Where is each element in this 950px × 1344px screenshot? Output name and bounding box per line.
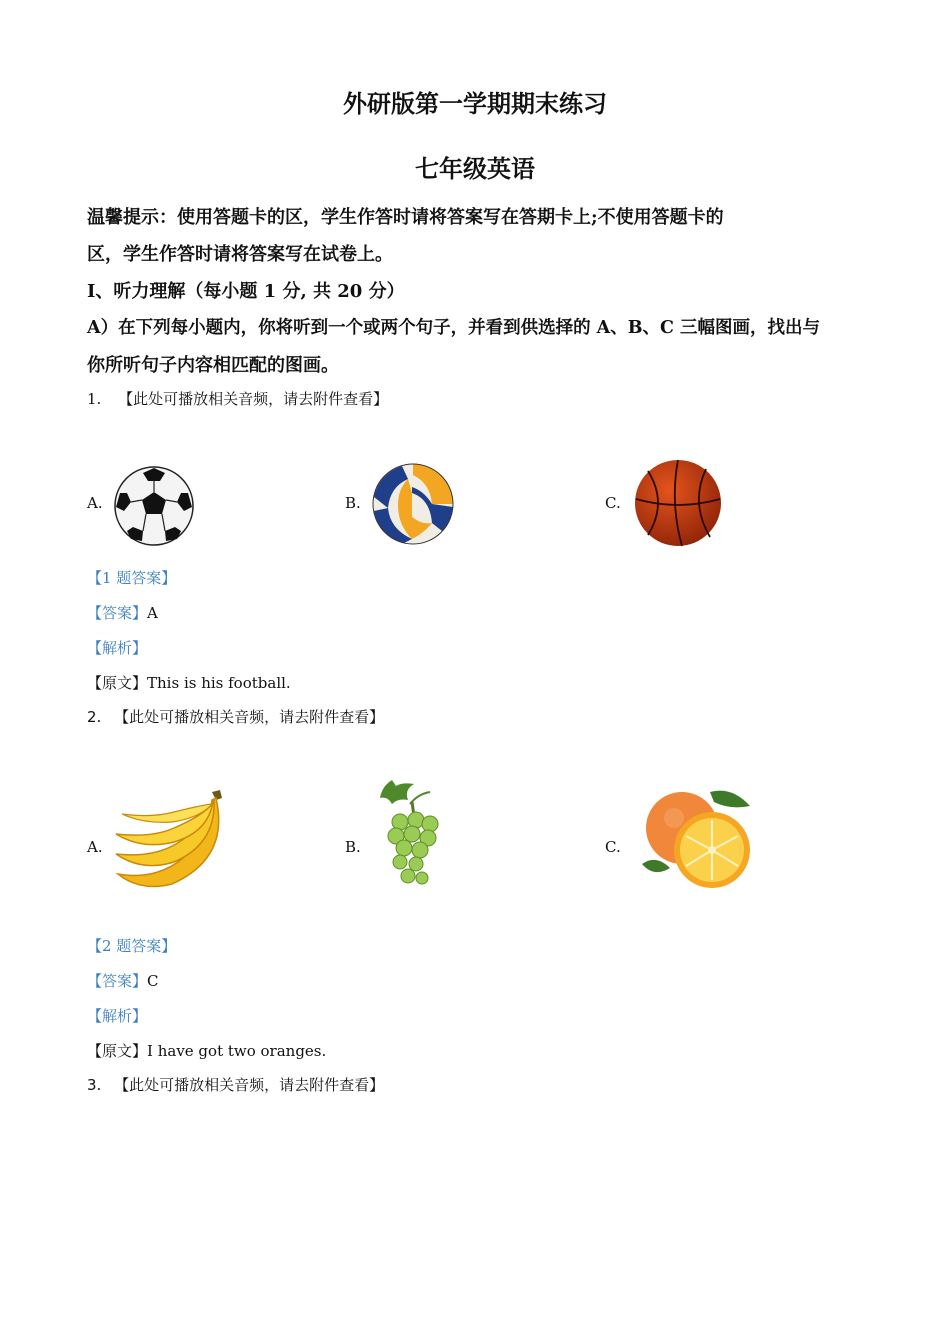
analysis-2-tag: 【解析】	[87, 1007, 148, 1025]
analysis-1-tag: 【解析】	[87, 639, 148, 657]
original-1-row	[87, 672, 291, 693]
question-3-header	[87, 1074, 384, 1095]
orange-icon	[640, 784, 752, 894]
soccer-ball-icon	[113, 465, 195, 547]
original-tag: 【原文】	[87, 1042, 148, 1060]
audio-note[interactable]: 【此处可播放相关音频，请去附件查看】	[118, 390, 389, 408]
question-number: 2.	[87, 708, 102, 726]
original-2-row	[87, 1040, 326, 1061]
option-label-a: A.	[87, 494, 103, 512]
question-number: 1.	[87, 390, 102, 408]
question-number: 3.	[87, 1076, 102, 1094]
original-text: I have got two oranges.	[147, 1042, 327, 1060]
page-subtitle: 七年级英语	[415, 154, 535, 183]
basketball-icon	[634, 459, 722, 547]
notice-line-1: 温馨提示：使用答题卡的区，学生作答时请将答案写在答期卡上;不使用答题卡的	[87, 207, 724, 228]
answer-value: A	[147, 604, 158, 622]
answer-tag: 【答案】	[87, 604, 148, 622]
option-label-c: C.	[605, 494, 621, 512]
answer-1-row	[87, 602, 158, 623]
question-2-header	[87, 706, 384, 727]
original-text: This is his football.	[147, 674, 291, 692]
section-instruction-1: A）在下列每小题内，你将听到一个或两个句子，并看到供选择的 A、B、C 三幅图画，找出与	[87, 318, 821, 338]
option-label-b: B.	[345, 494, 361, 512]
grapes-icon	[374, 776, 454, 892]
answer-tag: 【答案】	[87, 972, 148, 990]
audio-note[interactable]: 【此处可播放相关音频，请去附件查看】	[114, 708, 385, 726]
section-heading: I、听力理解（每小题 1 分, 共 20 分）	[87, 281, 405, 302]
answer-value: C	[147, 972, 159, 990]
notice-line-2: 区，学生作答时请将答案写在试卷上。	[87, 244, 393, 265]
audio-note[interactable]: 【此处可播放相关音频，请去附件查看】	[114, 1076, 385, 1094]
question-1-header	[87, 388, 388, 409]
answer-2-title: 【2 题答案】	[87, 937, 177, 955]
volleyball-icon	[372, 463, 454, 545]
option-label-b: B.	[345, 838, 361, 856]
page-title: 外研版第一学期期末练习	[343, 89, 607, 118]
option-label-c: C.	[605, 838, 621, 856]
banana-icon	[112, 788, 230, 892]
section-instruction-2: 你所听句子内容相匹配的图画。	[87, 355, 339, 376]
original-tag: 【原文】	[87, 674, 148, 692]
answer-2-row	[87, 970, 159, 991]
option-label-a: A.	[87, 838, 103, 856]
answer-1-title: 【1 题答案】	[87, 569, 177, 587]
